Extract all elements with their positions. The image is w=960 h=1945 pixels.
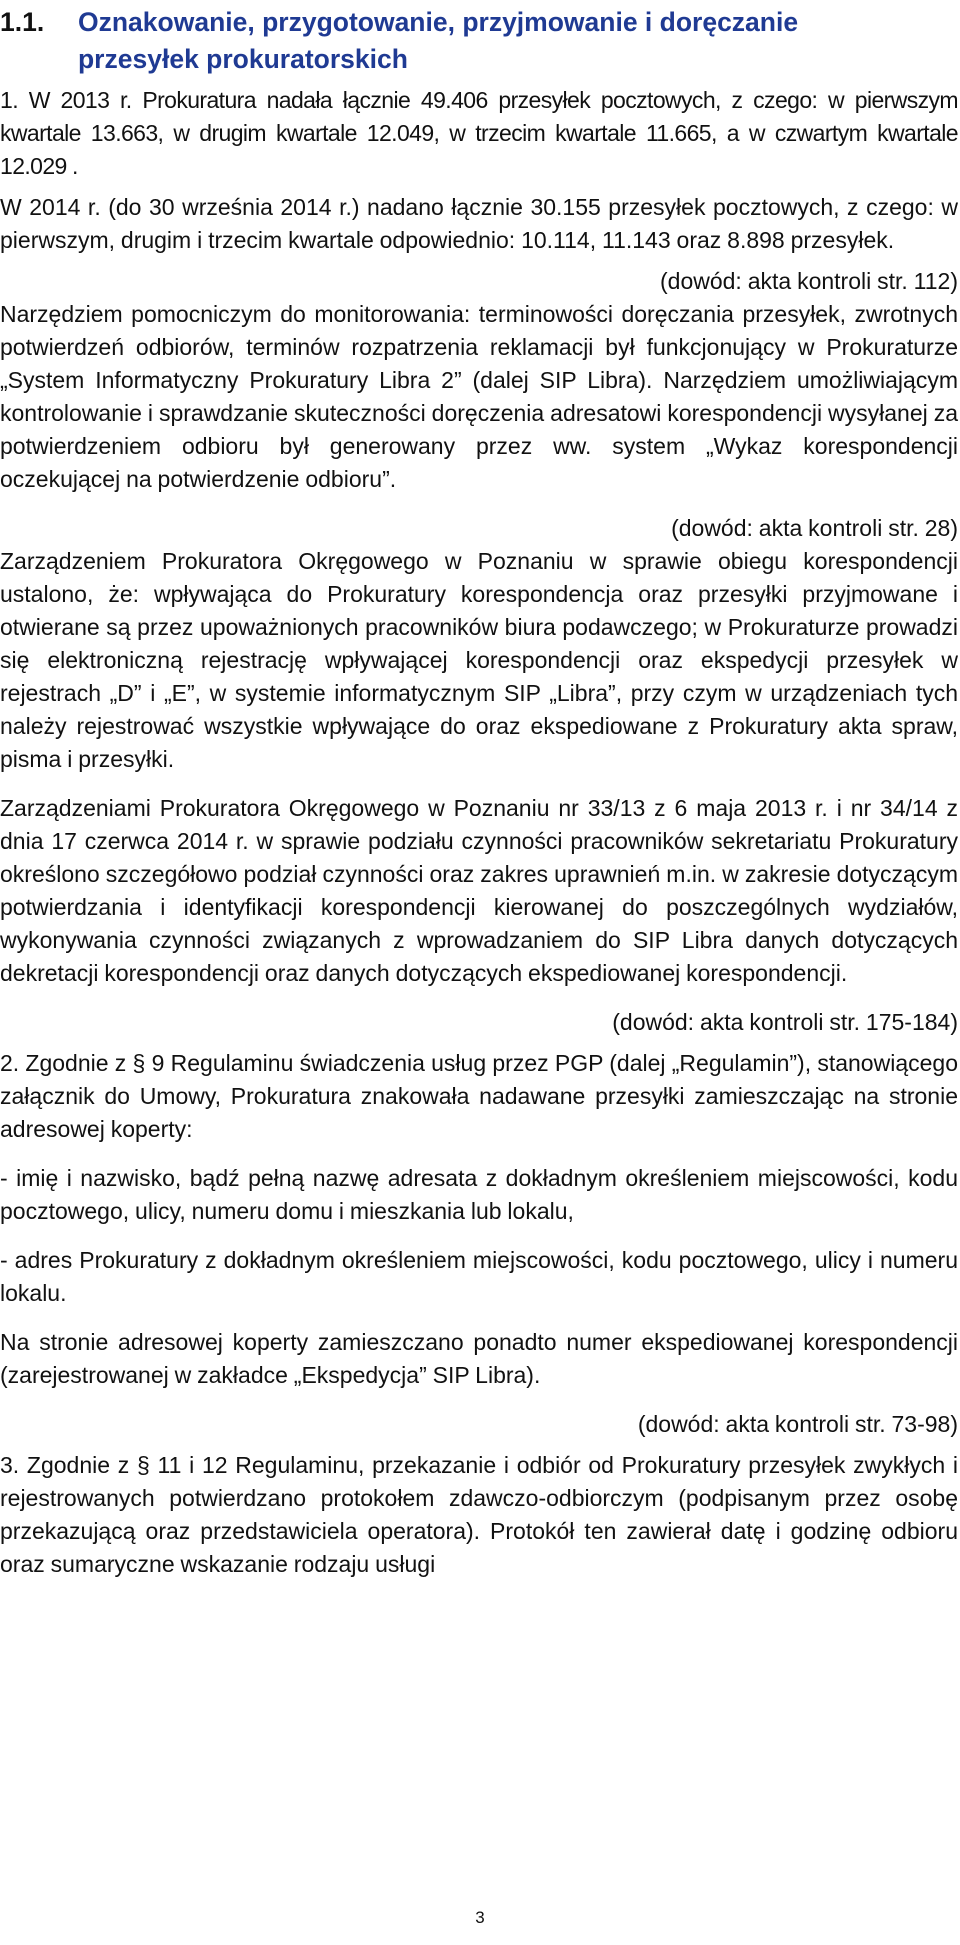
section-heading [0,4,958,78]
evidence-note-4: (dowód: akta kontroli str. 73-98) [637,1411,958,1437]
paragraph-correspondence-order: Zarządzeniem Prokuratora Okręgowego w Poznaniu w sprawie obiegu korespondencji ustalono, że: wpływająca do Prokuratury korespondencja oraz przesyłki przyjmowane i otwierane są przez upoważnionych pracowników biura podawczego; w Prokuraturze prowadzi się elektroniczną rejestrację wpływającej korespondencji oraz ekspedycji przesyłek w rejestrach „D” i „E”, w systemie informatycznym SIP „Libra”, przy czym w urządzeniach tych należy rejestrować wszystkie wpływające do oraz ekspediowane z Prokuratury akta spraw, pisma i przesyłki. [0,548,958,772]
paragraph-expedition-number: Na stronie adresowej koperty zamieszczano ponadto numer ekspediowanej korespondencji (zarejestrowanej w zakładce „Ekspedycja” SIP Libra). [0,1329,958,1388]
evidence-note-3: (dowód: akta kontroli str. 175-184) [612,1009,958,1035]
page-number: 3 [475,1908,485,1927]
document-body [0,84,958,1581]
paragraph-regulation-9: 2. Zgodnie z § 9 Regulaminu świadczenia usług przez PGP (dalej „Regulamin”), stanowiącego załącznik do Umowy, Prokuratura znakowała nadawane przesyłki zamieszczając na stronie adresowej koperty: [0,1050,958,1142]
heading-line-1 [0,4,958,41]
list-item-prosecution-address: - adres Prokuratury z dokładnym określeniem miejscowości, kodu pocztowego, ulicy i numeru lokalu. [0,1247,958,1306]
evidence-note-2: (dowód: akta kontroli str. 28) [671,515,958,541]
paragraph-regulation-11-12: 3. Zgodnie z § 11 i 12 Regulaminu, przekazanie i odbiór od Prokuratury przesyłek zwykłych i rejestrowanych potwierdzano protokołem zdawczo-odbiorczym (podpisanym przez osobę przekazującą oraz przedstawiciela operatora). Protokół ten zawierał datę i godzinę odbioru oraz sumaryczne wskazanie rodzaju usługi [0,1452,958,1577]
section-number: 1.1. [0,7,45,37]
paragraph-secretariat-orders: Zarządzeniami Prokuratora Okręgowego w Poznaniu nr 33/13 z 6 maja 2013 r. i nr 34/14 z dnia 17 czerwca 2014 r. w sprawie podziału czynności pracowników sekretariatu Prokuratury określono szczegółowo podział czynności oraz zakres uprawnień m.in. w zakresie dotyczącym potwierdzania i identyfikacji korespondencji kierowanej do poszczególnych wydziałów, wykonywania czynności związanych z wprowadzaniem do SIP Libra danych dotyczących dekretacji korespondencji oraz danych dotyczących ekspediowanej korespondencji. [0,795,958,986]
paragraph-2014-stats: W 2014 r. (do 30 września 2014 r.) nadano łącznie 30.155 przesyłek pocztowych, z czego: w pierwszym, drugim i trzecim kwartale odpowiednio: 10.114, 11.143 oraz 8.898 przesyłek. [0,194,958,253]
list-item-addressee: - imię i nazwisko, bądź pełną nazwę adresata z dokładnym określeniem miejscowości, kodu pocztowego, ulicy, numeru domu i mieszkania lub lokalu, [0,1165,958,1224]
paragraph-2013-stats: 1. W 2013 r. Prokuratura nadała łącznie 49.406 przesyłek pocztowych, z czego: w pierwszym kwartale 13.663, w drugim kwartale 12.049, w trzecim kwartale 11.665, a w czwartym kwartale 12.029 . [0,87,958,179]
evidence-note-1: (dowód: akta kontroli str. 112) [660,268,958,294]
paragraph-sip-libra-tools: Narzędziem pomocniczym do monitorowania: terminowości doręczania przesyłek, zwrotnych potwierdzeń odbiorów, terminów rozpatrzenia reklamacji był funkcjonujący w Prokuraturze „System Informatyczny Prokuratury Libra 2” (dalej SIP Libra). Narzędziem umożliwiającym kontrolowanie i sprawdzanie skuteczności doręczenia adresatowi korespondencji wysyłanej za potwierdzeniem odbioru był generowany przez ww. system „Wykaz korespondencji oczekującej na potwierdzenie odbioru”. [0,301,958,492]
section-title-part-2: przesyłek prokuratorskich [78,44,408,74]
section-title-part-1: Oznakowanie, przygotowanie, przyjmowanie i doręczanie [78,7,799,37]
